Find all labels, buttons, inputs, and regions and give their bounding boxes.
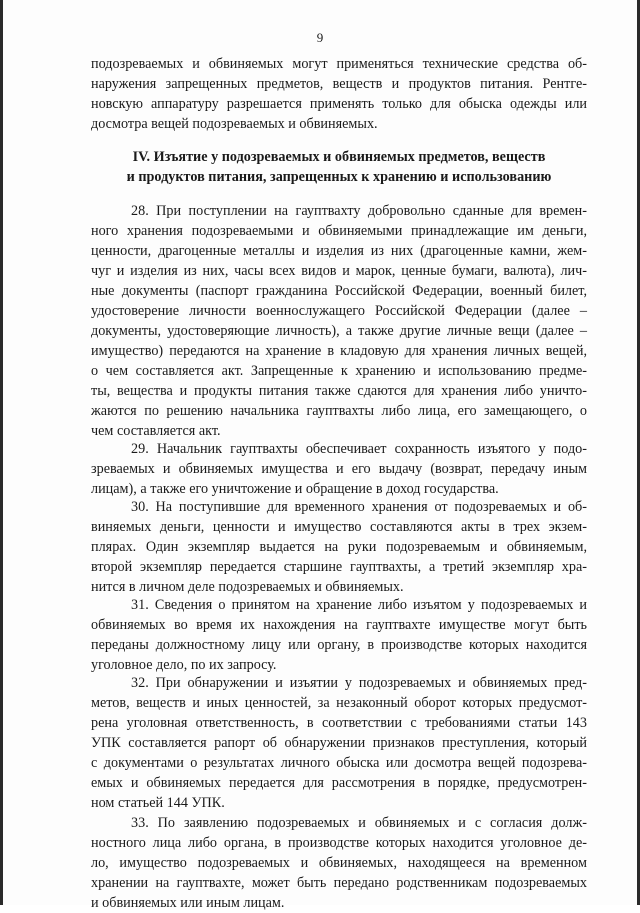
paragraph-31-line: переданы должностному лицу или органу, в производстве которых находится bbox=[91, 637, 587, 653]
paragraph-33-line: ло, имущество подозреваемых и обвиняемых, находящееся на временном bbox=[91, 855, 587, 871]
section-heading-line: IV. Изъятие у подозреваемых и обвиняемых предметов, веществ bbox=[132, 149, 546, 165]
paragraph-31-line: 31. Сведения о принятом на хранение либо изъятом у подозреваемых и bbox=[131, 597, 587, 613]
paragraph-28-line: о чем составляется акт. Запрещенные к хранению и использованию предме- bbox=[91, 363, 587, 379]
paragraph-28-line: документы, удостоверяющие личность), а также другие личные вещи (далее – bbox=[91, 323, 587, 339]
intro-line: новскую аппаратуру разрешается применять только для обыска одежды или bbox=[91, 96, 587, 112]
paragraph-32-line: метов, веществ и иных ценностей, за незаконный оборот которых предусмот- bbox=[91, 695, 587, 711]
paragraph-32-line: УПК составляется рапорт об обнаружении признаков преступления, который bbox=[91, 735, 587, 751]
paragraph-28-line: ты, вещества и продукты питания также сдаются для хранения либо уничто- bbox=[91, 383, 587, 399]
paragraph-33-line: 33. По заявлению подозреваемых и обвиняемых и с согласия долж- bbox=[131, 815, 587, 831]
paragraph-32-line: с документами о результатах личного обыска или досмотра вещей подозрева- bbox=[91, 755, 587, 771]
paragraph-33-line: и обвиняемых или иным лицам. bbox=[91, 895, 285, 911]
paragraph-29-line: зреваемых и обвиняемых имущества и его выдачу (возврат, передачу иным bbox=[91, 461, 587, 477]
paragraph-32-line: емых и обвиняемых передается для рассмотрения в порядке, предусмотрен- bbox=[91, 775, 587, 791]
paragraph-28-line: чуг и изделия из них, часы всех видов и марок, ценные бумаги, валюта), лич- bbox=[91, 263, 587, 279]
paragraph-30-line: виняемых деньги, ценности и имущество составляются акты в трех экзем- bbox=[91, 519, 587, 535]
paragraph-29-line: лицам), а также его уничтожение и обращение в доход государства. bbox=[91, 481, 499, 497]
intro-line: наружения запрещенных предметов, веществ и продуктов питания. Рентге- bbox=[91, 76, 587, 92]
paragraph-28-line: чем составляется акт. bbox=[91, 423, 221, 439]
paragraph-28-line: имущество) передаются на хранение в кладовую для хранения личных вещей, bbox=[91, 343, 587, 359]
paragraph-29-line: 29. Начальник гауптвахты обеспечивает сохранность изъятого у подо- bbox=[131, 441, 587, 457]
paragraph-32-line: 32. При обнаружении и изъятии у подозреваемых и обвиняемых пред- bbox=[131, 675, 587, 691]
paragraph-31-line: уголовное дело, по их запросу. bbox=[91, 657, 277, 673]
page-number: 9 bbox=[316, 30, 324, 45]
section-heading-line: и продуктов питания, запрещенных к хранению и использованию bbox=[126, 169, 552, 185]
paragraph-33-line: ностного лица либо органа, в производстве которых находится уголовное де- bbox=[91, 835, 587, 851]
paragraph-28-line: ценности, драгоценные металлы и изделия из них (драгоценные камни, жем- bbox=[91, 243, 587, 259]
paragraph-30-line: нится в личном деле подозреваемых и обвиняемых. bbox=[91, 579, 404, 595]
paragraph-28-line: удостоверение личности военнослужащего Российской Федерации (далее – bbox=[91, 303, 587, 319]
paragraph-32-line: ном статьей 144 УПК. bbox=[91, 795, 225, 811]
paragraph-28-line: ного хранения подозреваемыми и обвиняемыми принадлежащие им деньги, bbox=[91, 223, 587, 239]
paragraph-28-line: 28. При поступлении на гауптвахту добровольно сданные для времен- bbox=[131, 203, 587, 219]
paragraph-31-line: обвиняемых во время их нахождения на гауптвахте имуществе могут быть bbox=[91, 617, 587, 633]
paragraph-30-line: 30. На поступившие для временного хранения от подозреваемых и об- bbox=[131, 499, 587, 515]
paragraph-28-line: ные документы (паспорт гражданина Российской Федерации, военный билет, bbox=[91, 283, 587, 299]
paragraph-30-line: второй экземпляр передается старшине гауптвахты, а третий экземпляр хра- bbox=[91, 559, 587, 575]
intro-line: подозреваемых и обвиняемых могут применяться технические средства об- bbox=[91, 56, 587, 72]
intro-line: досмотра вещей подозреваемых и обвиняемых. bbox=[91, 116, 378, 132]
paragraph-33-line: хранении на гауптвахте, может быть передано родственникам подозреваемых bbox=[91, 875, 587, 891]
scan-left-edge bbox=[0, 0, 3, 905]
paragraph-28-line: жаются по решению начальника гауптвахты либо лица, его замещающего, о bbox=[91, 403, 587, 419]
paragraph-30-line: плярах. Один экземпляр выдается на руки подозреваемым и обвиняемым, bbox=[91, 539, 587, 555]
paragraph-32-line: рена уголовная ответственность, в соответствии с требованиями статьи 143 bbox=[91, 715, 587, 731]
